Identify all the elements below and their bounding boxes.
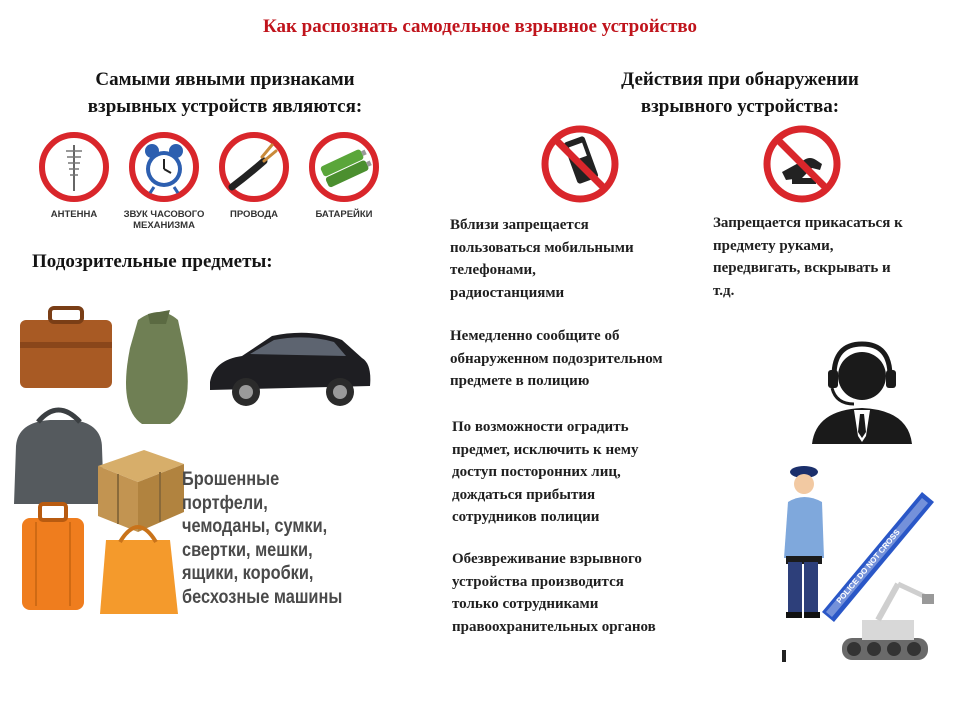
parcel-icon [98, 450, 184, 532]
actions-heading: Действия при обнаружении взрывного устройства: [621, 69, 859, 117]
suspicious-items-picture [10, 290, 385, 620]
suspicious-caption: Брошенные портфели, чемоданы, сумки, свертки, мешки, ящики, коробки, бесхозные машины [182, 469, 343, 608]
police-scene-picture [782, 462, 942, 682]
sign-label-clock: ЗВУК ЧАСОВОГО МЕХАНИЗМА [123, 209, 205, 231]
shopping-bag-icon [100, 527, 178, 614]
page-title: Как распознать самодельное взрывное устройство [262, 16, 698, 37]
police-tape-text: POLICE DO NOT CROSS [834, 527, 902, 606]
no-phone-icon [540, 124, 620, 204]
action-no-phone: Вблизи запрещается пользоваться мобильными телефонами, радиостанциями [450, 217, 634, 301]
sign-label-batteries: БАТАРЕЙКИ [315, 209, 373, 220]
signs-row [20, 125, 390, 235]
signs-heading: Самыми явными признаками взрывных устройств являются: [87, 69, 363, 117]
briefcase-icon [20, 308, 112, 388]
batteries-icon [308, 131, 380, 203]
sack-icon [126, 310, 188, 424]
wires-icon [218, 131, 290, 203]
suitcase-icon [22, 504, 84, 610]
sign-label-wires: ПРОВОДА [230, 209, 278, 220]
action-cordon: По возможности оградить предмет, исключить к нему доступ посторонних лиц, дождаться прибытия сотрудников полиции [452, 419, 639, 525]
operator-headset-icon [806, 332, 918, 444]
action-no-touch: Запрещается прикасаться к предмету руками, передвигать, вскрывать и т.д. [713, 215, 903, 299]
antenna-icon [38, 131, 110, 203]
sign-label-antenna: АНТЕННА [50, 209, 98, 220]
no-touch-icon [762, 124, 842, 204]
action-report: Немедленно сообщите об обнаруженном подозрительном предмете в полицию [450, 328, 663, 389]
car-icon [210, 333, 370, 406]
travel-bag-icon [14, 410, 104, 504]
police-officer-icon [784, 466, 824, 618]
alarm-clock-icon [128, 131, 200, 203]
action-defuse: Обезвреживание взрывного устройства производится только сотрудниками правоохранительных органов [452, 551, 656, 635]
suspicious-heading: Подозрительные предметы: [32, 251, 273, 272]
